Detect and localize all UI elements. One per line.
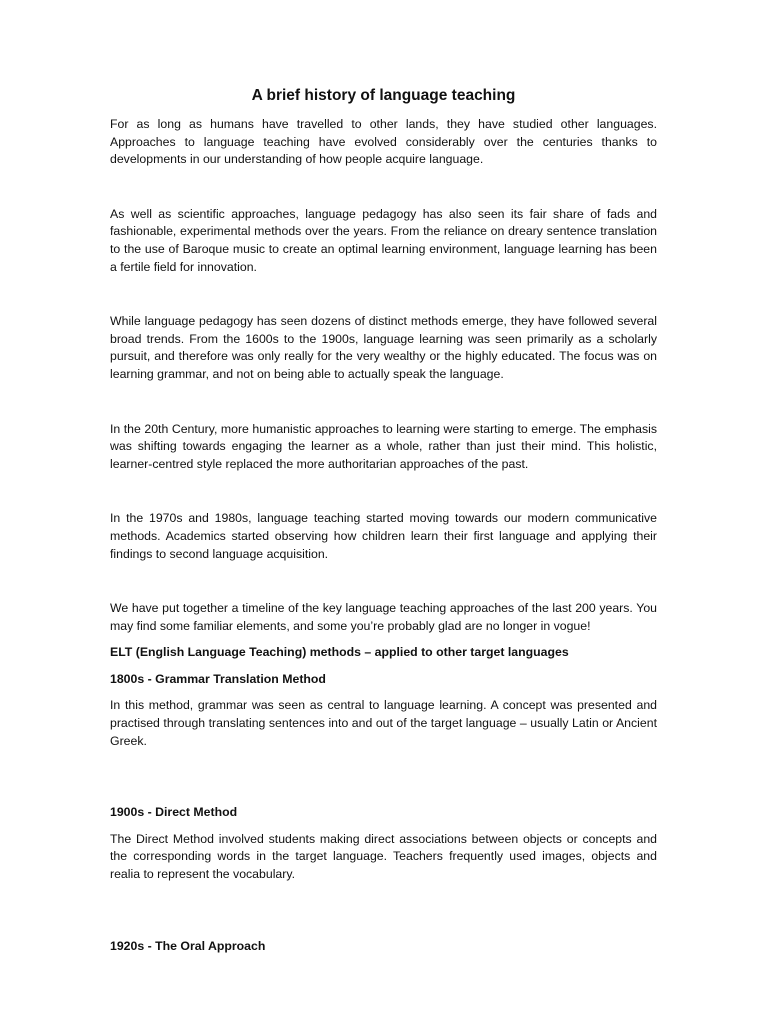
section-body-grammar-translation: In this method, grammar was seen as central to language learning. A concept was presented and practised through translating sentences into and out of the target language – usually Latin or Ancient Greek. <box>110 698 657 748</box>
spacer <box>110 563 657 600</box>
document-page <box>110 86 657 955</box>
spacer <box>110 635 657 644</box>
spacer <box>110 384 657 421</box>
page-title: A brief history of language teaching <box>251 87 516 104</box>
paragraph-20th-century: In the 20th Century, more humanistic approaches to learning were starting to emerge. The emphasis was shifting towards engaging the learner as a whole, rather than just their mind. This holistic, learner-centred style replaced the more authoritarian approaches of the past. <box>110 421 657 471</box>
spacer <box>110 750 657 804</box>
section-heading-grammar-translation: 1800s - Grammar Translation Method <box>110 671 326 686</box>
spacer <box>110 884 657 938</box>
paragraph-trends: While language pedagogy has seen dozens of distinct methods emerge, they have followed several broad trends. From the 1600s to the 1900s, language learning was seen primarily as a scholarly pursuit, and therefore was only really for the very wealthy or the highly educated. The focus was on learning grammar, and not on being able to actually speak the language. <box>110 314 657 381</box>
spacer <box>110 473 657 510</box>
spacer <box>110 169 657 206</box>
section-heading-oral-approach: 1920s - The Oral Approach <box>110 938 266 953</box>
paragraph-timeline: We have put together a timeline of the key language teaching approaches of the last 200 years. You may find some familiar elements, and some you’re probably glad are no longer in vogue! <box>110 601 657 633</box>
elt-heading: ELT (English Language Teaching) methods – applied to other target languages <box>110 645 569 660</box>
spacer <box>110 276 657 313</box>
section-heading-direct-method: 1900s - Direct Method <box>110 805 238 820</box>
section-body-direct-method: The Direct Method involved students making direct associations between objects or concepts and the corresponding words in the target language. Teachers frequently used images, objects and realia to represent the vocabulary. <box>110 831 657 882</box>
paragraph-fads: As well as scientific approaches, language pedagogy has also seen its fair share of fads and fashionable, experimental methods over the years. From the reliance on dreary sentence translation to the use of Baroque music to create an optimal learning environment, language learning has been a fertile field for innovation. <box>110 206 657 274</box>
spacer <box>110 662 657 671</box>
spacer <box>110 822 657 831</box>
paragraph-1970s: In the 1970s and 1980s, language teaching started moving towards our modern communicative methods. Academics started observing how children learn their first language and applying their findings to second language acquisition. <box>110 511 657 561</box>
spacer <box>110 688 657 697</box>
paragraph-intro: For as long as humans have travelled to other lands, they have studied other languages. Approaches to language teaching have evolved considerably over the centuries thanks to developments in our understanding of how people acquire language. <box>110 117 657 167</box>
